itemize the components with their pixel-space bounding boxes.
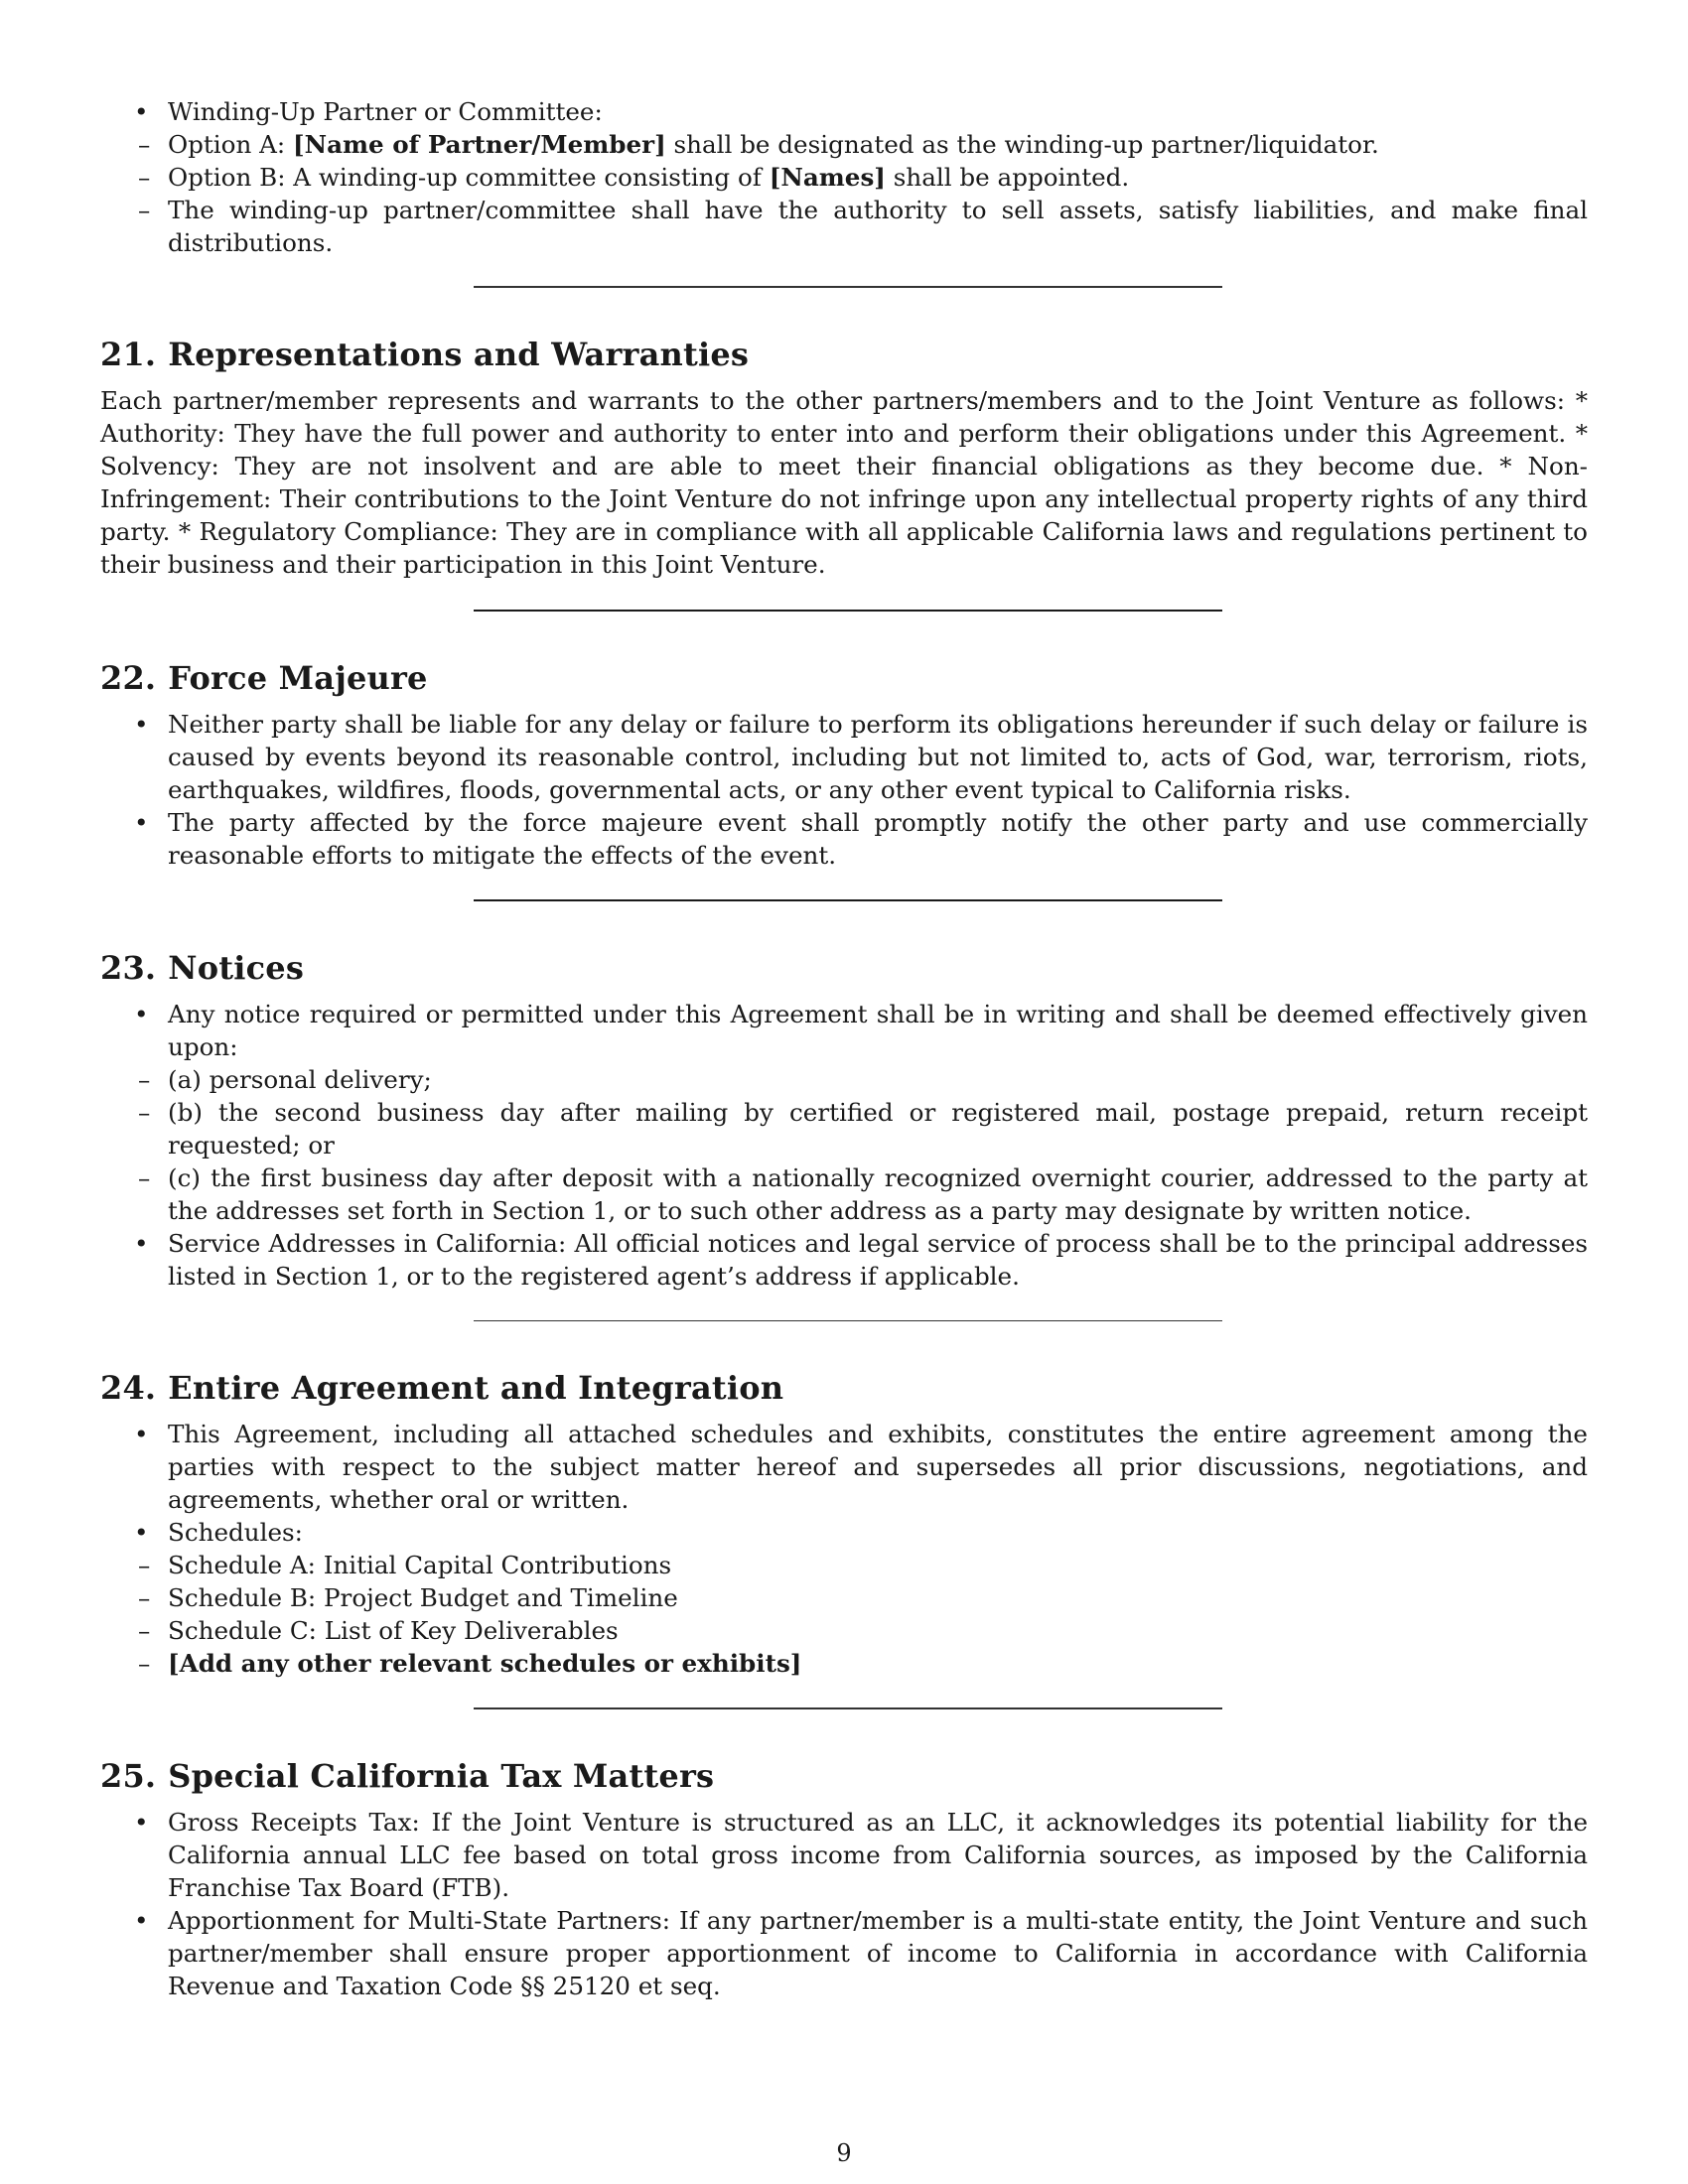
list-item: • The party affected by the force majeure event shall promptly notify the other party and use commercially reasonable efforts to mitigate the effects of the event. bbox=[100, 806, 1588, 872]
list-item bbox=[106, 128, 1588, 161]
section-24-heading: 24. Entire Agreement and Integration bbox=[100, 1369, 784, 1407]
section-21-heading: 21. Representations and Warranties bbox=[100, 335, 750, 373]
list-item: – (b) the second business day after mailing by certified or registered mail, postage prepaid, return receipt requested; or bbox=[106, 1096, 1588, 1161]
list-item: – (c) the first business day after deposit with a nationally recognized overnight courier, addressed to the party at the addresses set forth in Section 1, or to such other address as a party may designate by written notice. bbox=[106, 1161, 1588, 1227]
section-21-body: Each partner/member represents and warrants to the other partners/members and to the Joint Venture as follows: * Authority: They have the full power and authority to enter into and perform their obligations under this Agreement. * Solvency: They are not insolvent and are able to meet their financial obligations as they become due. * Non-Infringement: Their contributions to the Joint Venture do not infringe upon any intellectual property rights of any third party. * Regulatory Compliance: They are in compliance with all applicable California laws and regulations pertinent to their business and their participation in this Joint Venture. bbox=[100, 385, 1588, 579]
list-item: • This Agreement, including all attached schedules and exhibits, constitutes the entire agreement among the parties with respect to the subject matter hereof and supersedes all prior discussions, negotiations, and agreements, whether oral or written. bbox=[100, 1418, 1588, 1516]
list-item: • Gross Receipts Tax: If the Joint Venture is structured as an LLC, it acknowledges its potential liability for the California annual LLC fee based on total gross income from California sources, as imposed by the California Franchise Tax Board (FTB). bbox=[100, 1806, 1588, 1904]
list-item bbox=[100, 1516, 1588, 1680]
section-25-list bbox=[100, 1806, 1588, 2002]
winding-up-list bbox=[100, 95, 1588, 259]
winding-up-sublist bbox=[168, 128, 1588, 259]
notices-intro: Any notice required or permitted under this Agreement shall be in writing and shall be deemed effectively given upon: bbox=[168, 999, 1588, 1061]
list-item: • Neither party shall be liable for any delay or failure to perform its obligations hereunder if such delay or failure is caused by events beyond its reasonable control, including but not limited to, acts of God, war, terrorism, riots, earthquakes, wildfires, floods, governmental acts, or any other event typical to California risks. bbox=[100, 708, 1588, 806]
option-a-text: Option A: bbox=[168, 130, 293, 159]
list-item: – Schedule B: Project Budget and Timeline bbox=[106, 1581, 1588, 1614]
document-page bbox=[100, 95, 1588, 2002]
list-item bbox=[100, 95, 1588, 259]
list-item: – Schedule C: List of Key Deliverables bbox=[106, 1614, 1588, 1647]
list-item: – Schedule A: Initial Capital Contributions bbox=[106, 1549, 1588, 1581]
section-22-list bbox=[100, 708, 1588, 872]
list-item: • Apportionment for Multi-State Partners: If any partner/member is a multi-state entity, the Joint Venture and such partner/member shall ensure proper apportionment of income to California in accordance with California Revenue and Taxation Code §§ 25120 et seq. bbox=[100, 1904, 1588, 2002]
section-23-list bbox=[100, 998, 1588, 1293]
section-24-list bbox=[100, 1418, 1588, 1680]
option-a-text-end: shall be designated as the winding-up partner/liquidator. bbox=[665, 130, 1379, 159]
section-25-heading: 25. Special California Tax Matters bbox=[100, 1756, 715, 1795]
page-number: 9 bbox=[836, 2139, 852, 2167]
section-22-heading: 22. Force Majeure bbox=[100, 658, 428, 697]
notices-sublist bbox=[168, 1063, 1588, 1227]
schedules-sublist bbox=[168, 1549, 1588, 1680]
list-item bbox=[100, 998, 1588, 1227]
option-b-placeholder: [Names] bbox=[769, 163, 886, 192]
section-23-heading: 23. Notices bbox=[100, 948, 305, 987]
option-b-text-end: shall be appointed. bbox=[885, 163, 1130, 192]
option-a-placeholder: [Name of Partner/Member] bbox=[292, 130, 666, 159]
winding-up-intro: Winding-Up Partner or Committee: bbox=[168, 97, 603, 126]
list-item: • Service Addresses in California: All official notices and legal service of process shall be to the principal addresses listed in Section 1, or to the registered agent’s address if applicable. bbox=[100, 1227, 1588, 1293]
list-item bbox=[106, 1647, 1588, 1680]
schedules-label: Schedules: bbox=[168, 1518, 303, 1547]
list-item bbox=[106, 194, 1588, 259]
schedule-placeholder: [Add any other relevant schedules or exhibits] bbox=[168, 1649, 802, 1678]
list-item: – (a) personal delivery; bbox=[106, 1063, 1588, 1096]
option-b-text: Option B: A winding-up committee consisting of bbox=[168, 163, 770, 192]
winding-authority-text: The winding-up partner/committee shall have the authority to sell assets, satisfy liabilities, and make final distributions. bbox=[168, 196, 1588, 257]
list-item bbox=[106, 161, 1588, 194]
